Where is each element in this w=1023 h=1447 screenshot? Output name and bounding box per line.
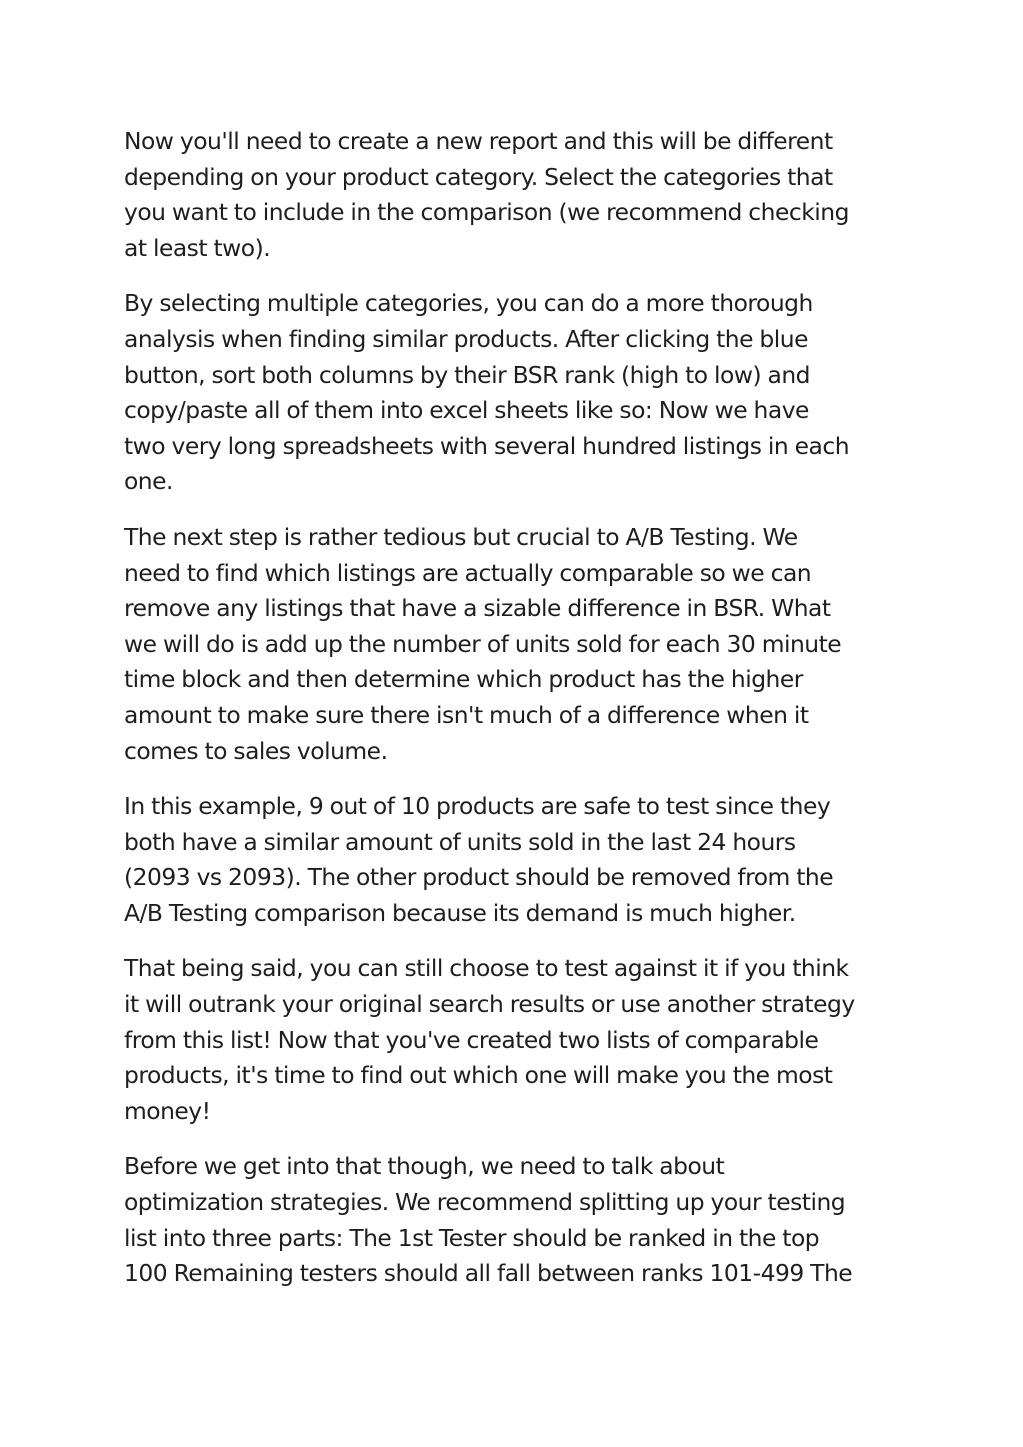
text-line: money! [124,1096,211,1125]
text-line: time block and then determine which product has the higher [124,665,803,694]
text-line: two very long spreadsheets with several hundred listings in each [124,431,850,460]
text-line: By selecting multiple categories, you can do a more thorough [124,289,813,318]
paragraph [124,520,904,769]
text-line: (2093 vs 2093). The other product should be removed from the [124,863,834,892]
text-line: at least two). [124,233,271,262]
paragraph [124,286,904,500]
text-line: In this example, 9 out of 10 products are safe to test since they [124,792,831,821]
paragraph [124,124,904,266]
paragraph [124,1149,904,1291]
text-line: A/B Testing comparison because its demand is much higher. [124,898,796,927]
text-line: analysis when finding similar products. After clicking the blue [124,324,808,353]
text-line: The next step is rather tedious but crucial to A/B Testing. We [124,522,798,551]
text-line: Before we get into that though, we need to talk about [124,1152,725,1181]
text-line: need to find which listings are actually comparable so we can [124,558,812,587]
text-line: comes to sales volume. [124,736,388,765]
text-line: you want to include in the comparison (we recommend checking [124,198,849,227]
text-line: both have a similar amount of units sold in the last 24 hours [124,827,796,856]
text-line: That being said, you can still choose to test against it if you think [124,954,849,983]
text-line: one. [124,467,173,496]
text-line: optimization strategies. We recommend splitting up your testing [124,1188,846,1217]
text-line: products, it's time to find out which one will make you the most [124,1061,833,1090]
text-line: remove any listings that have a sizable difference in BSR. What [124,594,831,623]
text-line: it will outrank your original search results or use another strategy [124,990,855,1019]
paragraph [124,951,904,1129]
text-line: we will do is add up the number of units sold for each 30 minute [124,629,842,658]
text-line: button, sort both columns by their BSR rank (high to low) and [124,360,811,389]
text-line: amount to make sure there isn't much of a difference when it [124,700,809,729]
text-line: from this list! Now that you've created two lists of comparable [124,1025,819,1054]
text-line: list into three parts: The 1st Tester should be ranked in the top [124,1223,820,1252]
paragraph [124,789,904,931]
text-line: Now you'll need to create a new report and this will be different [124,127,833,155]
text-line: 100 Remaining testers should all fall between ranks 101-499 The [124,1259,853,1288]
text-line: depending on your product category. Select the categories that [124,162,833,191]
text-line: copy/paste all of them into excel sheets like so: Now we have [124,396,809,425]
document-body [124,124,904,1312]
